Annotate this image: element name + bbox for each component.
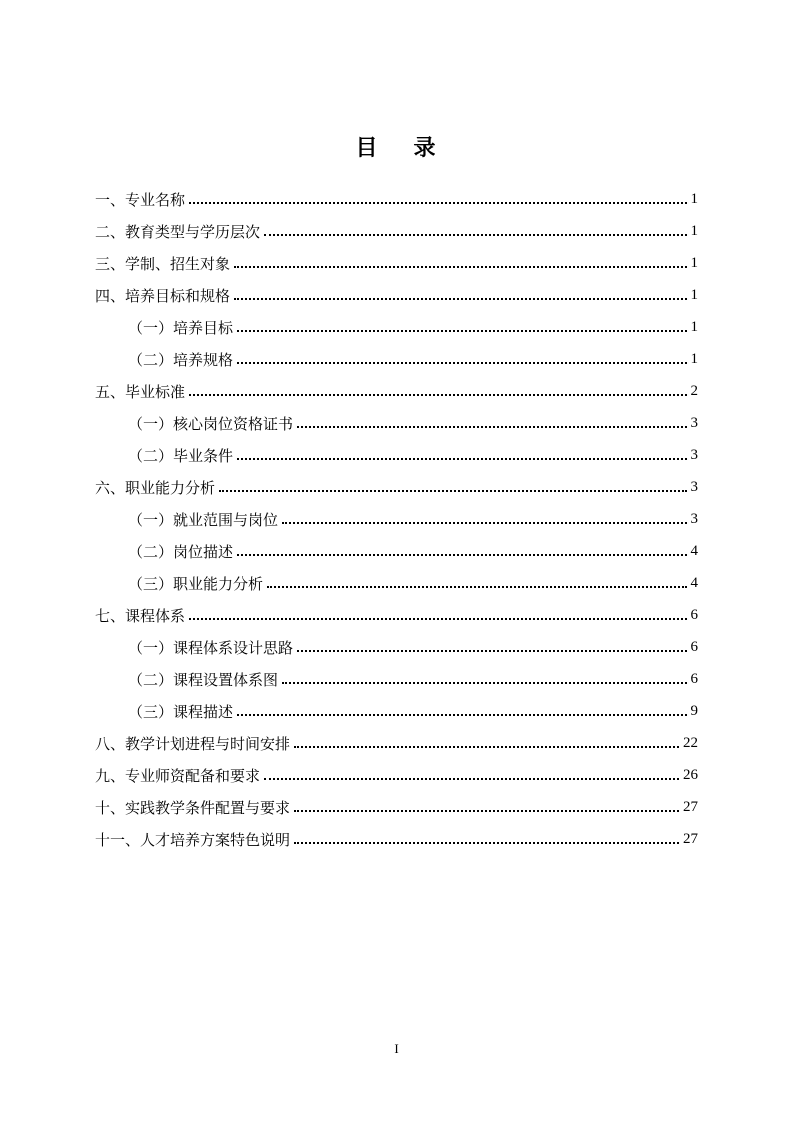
toc-entry-label: 一、专业名称 — [95, 190, 186, 209]
toc-dot-leader — [264, 778, 679, 780]
toc-entry-page: 6 — [690, 670, 698, 687]
toc-entry-label: 四、培养目标和规格 — [95, 286, 231, 305]
toc-entry[interactable] — [95, 439, 698, 471]
toc-entry-page: 3 — [690, 446, 698, 463]
page-number: I — [394, 1041, 399, 1056]
toc-entry-page: 27 — [683, 830, 698, 847]
toc-entry-label: （二）毕业条件 — [128, 446, 234, 465]
toc-entry-page: 26 — [683, 766, 698, 783]
toc-entry[interactable] — [95, 471, 698, 503]
toc-entry-label: 十、实践教学条件配置与要求 — [95, 798, 291, 817]
toc-dot-leader — [297, 650, 686, 652]
toc-entry[interactable] — [95, 535, 698, 567]
toc-entry[interactable] — [95, 311, 698, 343]
toc-entry-page: 9 — [690, 702, 698, 719]
toc-entry[interactable] — [95, 759, 698, 791]
toc-entry-page: 4 — [690, 574, 698, 591]
toc-dot-leader — [237, 458, 686, 460]
table-of-contents — [95, 183, 698, 855]
toc-entry-page: 3 — [690, 510, 698, 527]
toc-dot-leader — [234, 298, 686, 300]
toc-entry[interactable] — [95, 343, 698, 375]
toc-entry-page: 27 — [683, 798, 698, 815]
toc-dot-leader — [189, 202, 686, 204]
toc-entry-label: 六、职业能力分析 — [95, 478, 216, 497]
title-char-2: 录 — [413, 136, 438, 161]
toc-dot-leader — [264, 234, 686, 236]
toc-entry-page: 1 — [690, 286, 698, 303]
toc-dot-leader — [237, 714, 686, 716]
toc-entry[interactable] — [95, 631, 698, 663]
toc-entry[interactable] — [95, 695, 698, 727]
toc-entry[interactable] — [95, 247, 698, 279]
page-title — [0, 131, 793, 162]
toc-entry[interactable] — [95, 823, 698, 855]
toc-entry-label: （一）培养目标 — [128, 318, 234, 337]
toc-dot-leader — [267, 586, 686, 588]
toc-entry[interactable] — [95, 215, 698, 247]
toc-entry-page: 1 — [690, 254, 698, 271]
toc-entry-page: 3 — [690, 414, 698, 431]
toc-entry-page: 6 — [690, 638, 698, 655]
toc-entry-label: 九、专业师资配备和要求 — [95, 766, 261, 785]
toc-entry[interactable] — [95, 727, 698, 759]
toc-entry-label: 二、教育类型与学历层次 — [95, 222, 261, 241]
toc-entry[interactable] — [95, 407, 698, 439]
toc-dot-leader — [282, 522, 686, 524]
toc-entry-page: 22 — [683, 734, 698, 751]
toc-entry-label: （一）课程体系设计思路 — [128, 638, 294, 657]
toc-entry[interactable] — [95, 279, 698, 311]
toc-dot-leader — [237, 554, 686, 556]
toc-entry-label: （二）岗位描述 — [128, 542, 234, 561]
toc-entry[interactable] — [95, 663, 698, 695]
toc-entry-label: （二）课程设置体系图 — [128, 670, 279, 689]
toc-entry-label: 八、教学计划进程与时间安排 — [95, 734, 291, 753]
toc-entry-label: （三）职业能力分析 — [128, 574, 264, 593]
toc-entry[interactable] — [95, 375, 698, 407]
toc-entry-label: 十一、人才培养方案特色说明 — [95, 830, 291, 849]
toc-dot-leader — [219, 490, 686, 492]
toc-entry[interactable] — [95, 791, 698, 823]
toc-entry[interactable] — [95, 183, 698, 215]
toc-dot-leader — [189, 394, 686, 396]
toc-entry-label: （一）核心岗位资格证书 — [128, 414, 294, 433]
title-char-1: 目 — [355, 136, 380, 161]
toc-entry[interactable] — [95, 503, 698, 535]
toc-entry-page: 3 — [690, 478, 698, 495]
toc-entry-label: 七、课程体系 — [95, 606, 186, 625]
toc-dot-leader — [294, 842, 679, 844]
toc-entry-label: （三）课程描述 — [128, 702, 234, 721]
toc-entry-page: 1 — [690, 318, 698, 335]
toc-entry[interactable] — [95, 567, 698, 599]
toc-dot-leader — [237, 330, 686, 332]
toc-dot-leader — [282, 682, 686, 684]
toc-entry-label: 五、毕业标准 — [95, 382, 186, 401]
toc-entry-page: 6 — [690, 606, 698, 623]
toc-entry-page: 1 — [690, 350, 698, 367]
toc-dot-leader — [189, 618, 686, 620]
toc-dot-leader — [294, 810, 679, 812]
toc-entry-page: 4 — [690, 542, 698, 559]
toc-entry-page: 1 — [690, 222, 698, 239]
toc-entry-page: 2 — [690, 382, 698, 399]
toc-dot-leader — [297, 426, 686, 428]
toc-entry-label: 三、学制、招生对象 — [95, 254, 231, 273]
toc-dot-leader — [294, 746, 679, 748]
toc-dot-leader — [234, 266, 686, 268]
toc-entry[interactable] — [95, 599, 698, 631]
toc-entry-page: 1 — [690, 190, 698, 207]
toc-entry-label: （二）培养规格 — [128, 350, 234, 369]
toc-dot-leader — [237, 362, 686, 364]
toc-entry-label: （一）就业范围与岗位 — [128, 510, 279, 529]
